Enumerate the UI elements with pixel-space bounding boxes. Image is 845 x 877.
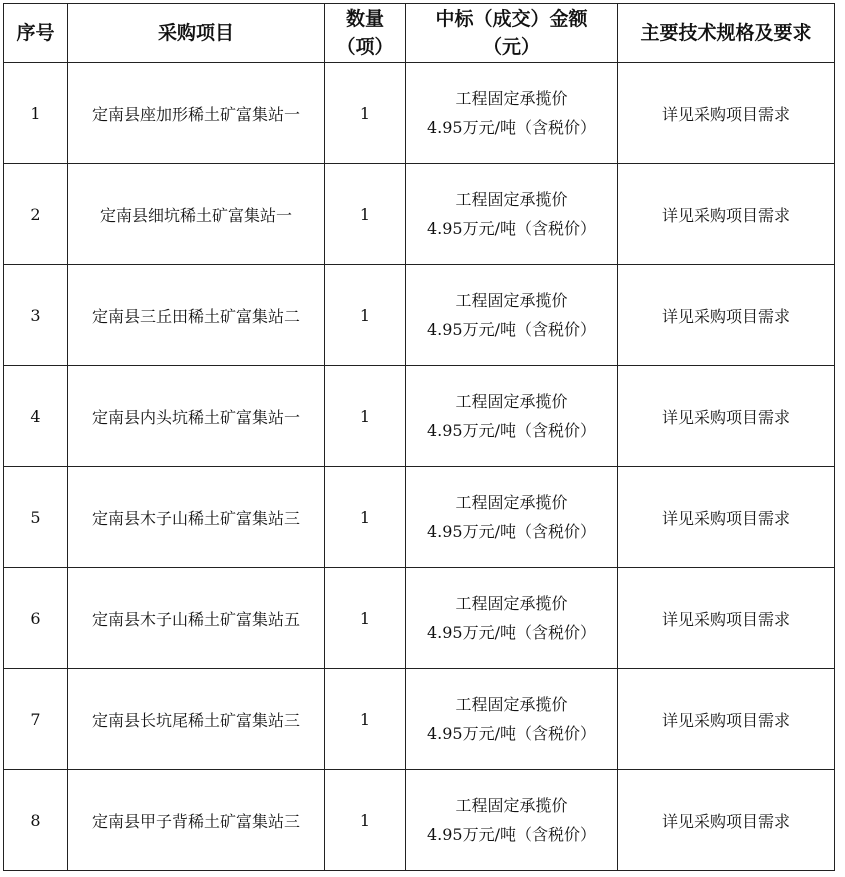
- cell-bid-amount: [406, 164, 618, 265]
- table-row: [4, 63, 835, 164]
- header-quantity-line2: （项）: [336, 36, 394, 58]
- cell-bid-amount: [406, 265, 618, 366]
- price-value: 4.95万元/吨（含税价）: [426, 219, 597, 238]
- cell-technical-spec: [618, 467, 835, 568]
- cell-technical-spec: [618, 770, 835, 871]
- header-bid-amount: [406, 4, 618, 63]
- cell-quantity: 1: [325, 669, 406, 770]
- cell-procurement-item: [68, 770, 325, 871]
- header-serial-number: 序号: [4, 4, 68, 63]
- price-type: 工程固定承揽价: [455, 796, 568, 815]
- table-row: [4, 467, 835, 568]
- price-type: 工程固定承揽价: [455, 392, 568, 411]
- price-value: 4.95万元/吨（含税价）: [426, 118, 597, 137]
- cell-procurement-item: [68, 265, 325, 366]
- cell-quantity: 1: [325, 164, 406, 265]
- item-name: 定南县座加形稀土矿富集站一: [91, 104, 300, 124]
- price-type: 工程固定承揽价: [455, 695, 568, 714]
- price-type: 工程固定承揽价: [455, 89, 568, 108]
- item-name: 定南县木子山稀土矿富集站五: [91, 609, 300, 629]
- header-quantity-line1: 数量: [345, 8, 384, 30]
- cell-quantity: 1: [325, 366, 406, 467]
- cell-serial-number: 3: [4, 265, 68, 366]
- cell-quantity: 1: [325, 770, 406, 871]
- price-type: 工程固定承揽价: [455, 493, 568, 512]
- header-technical-spec: 主要技术规格及要求: [618, 4, 835, 63]
- price-value: 4.95万元/吨（含税价）: [426, 623, 597, 642]
- cell-technical-spec: [618, 164, 835, 265]
- cell-quantity: 1: [325, 467, 406, 568]
- cell-quantity: 1: [325, 265, 406, 366]
- cell-bid-amount: [406, 63, 618, 164]
- spec-text: 详见采购项目需求: [661, 710, 790, 730]
- cell-bid-amount: [406, 568, 618, 669]
- header-bid-amount-line2: （元）: [482, 36, 540, 58]
- price-value: 4.95万元/吨（含税价）: [426, 320, 597, 339]
- cell-procurement-item: [68, 63, 325, 164]
- header-quantity: [325, 4, 406, 63]
- table-row: [4, 770, 835, 871]
- table-body: [4, 63, 835, 871]
- price-value: 4.95万元/吨（含税价）: [426, 522, 597, 541]
- cell-bid-amount: [406, 467, 618, 568]
- spec-text: 详见采购项目需求: [661, 609, 790, 629]
- spec-text: 详见采购项目需求: [661, 104, 790, 124]
- table-row: [4, 669, 835, 770]
- header-bid-amount-line1: 中标（成交）金额: [435, 8, 588, 30]
- price-type: 工程固定承揽价: [455, 291, 568, 310]
- header-procurement-item: 采购项目: [68, 4, 325, 63]
- table-header-row: [4, 4, 835, 63]
- cell-bid-amount: [406, 770, 618, 871]
- table-row: [4, 265, 835, 366]
- table-row: [4, 568, 835, 669]
- cell-technical-spec: [618, 63, 835, 164]
- cell-bid-amount: [406, 669, 618, 770]
- spec-text: 详见采购项目需求: [661, 306, 790, 326]
- table-row: [4, 366, 835, 467]
- cell-technical-spec: [618, 669, 835, 770]
- cell-bid-amount: [406, 366, 618, 467]
- procurement-table: [3, 3, 835, 871]
- cell-procurement-item: [68, 366, 325, 467]
- cell-procurement-item: [68, 669, 325, 770]
- price-type: 工程固定承揽价: [455, 594, 568, 613]
- cell-serial-number: 4: [4, 366, 68, 467]
- item-name: 定南县内头坑稀土矿富集站一: [91, 407, 300, 427]
- price-value: 4.95万元/吨（含税价）: [426, 724, 597, 743]
- cell-procurement-item: [68, 568, 325, 669]
- cell-serial-number: 2: [4, 164, 68, 265]
- price-value: 4.95万元/吨（含税价）: [426, 421, 597, 440]
- item-name: 定南县甲子背稀土矿富集站三: [91, 811, 300, 831]
- table-row: [4, 164, 835, 265]
- item-name: 定南县三丘田稀土矿富集站二: [91, 306, 300, 326]
- cell-technical-spec: [618, 265, 835, 366]
- cell-serial-number: 1: [4, 63, 68, 164]
- spec-text: 详见采购项目需求: [661, 811, 790, 831]
- cell-procurement-item: [68, 467, 325, 568]
- spec-text: 详见采购项目需求: [661, 407, 790, 427]
- cell-technical-spec: [618, 366, 835, 467]
- item-name: 定南县木子山稀土矿富集站三: [91, 508, 300, 528]
- cell-serial-number: 5: [4, 467, 68, 568]
- item-name: 定南县细坑稀土矿富集站一: [99, 205, 292, 225]
- price-value: 4.95万元/吨（含税价）: [426, 825, 597, 844]
- item-name: 定南县长坑尾稀土矿富集站三: [91, 710, 300, 730]
- cell-technical-spec: [618, 568, 835, 669]
- cell-quantity: 1: [325, 63, 406, 164]
- cell-serial-number: 7: [4, 669, 68, 770]
- cell-serial-number: 6: [4, 568, 68, 669]
- spec-text: 详见采购项目需求: [661, 205, 790, 225]
- spec-text: 详见采购项目需求: [661, 508, 790, 528]
- cell-serial-number: 8: [4, 770, 68, 871]
- cell-procurement-item: [68, 164, 325, 265]
- cell-quantity: 1: [325, 568, 406, 669]
- price-type: 工程固定承揽价: [455, 190, 568, 209]
